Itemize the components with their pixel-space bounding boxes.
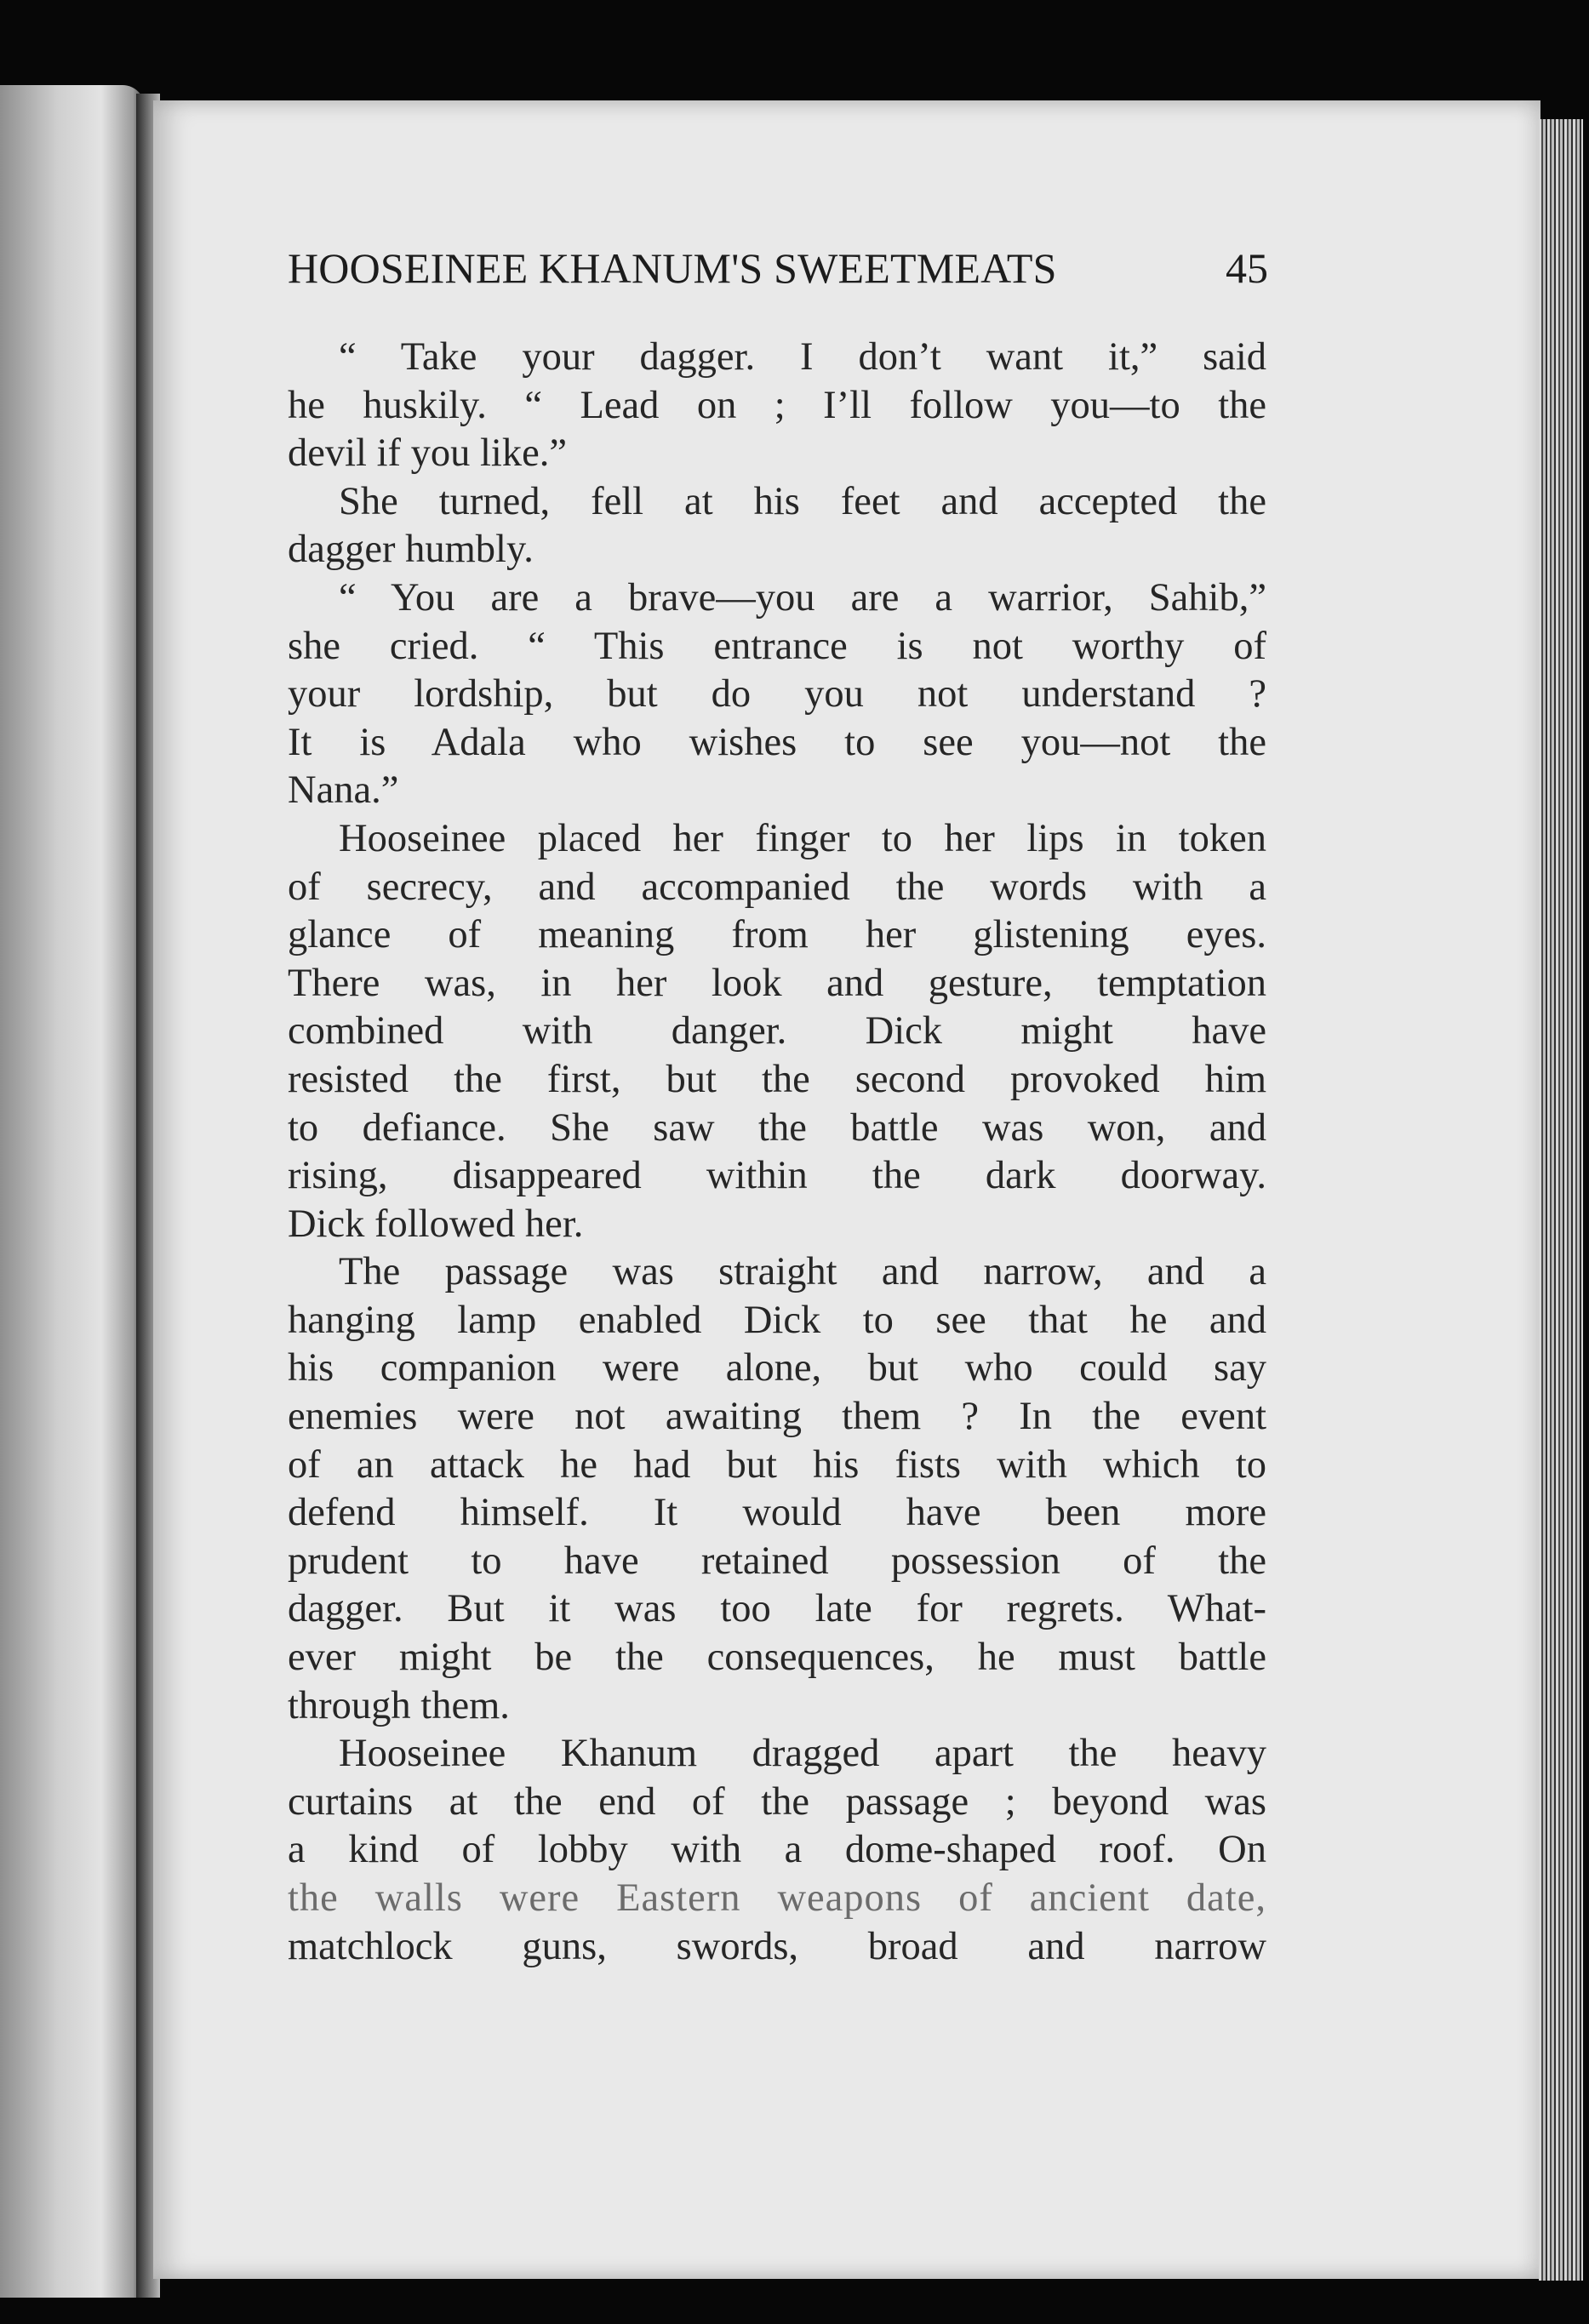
text-line: The passage was straight and narrow, and a bbox=[339, 1250, 1266, 1294]
text-line: rising, disappeared within the dark doorway. bbox=[288, 1154, 1266, 1198]
text-line: his companion were alone, but who could say bbox=[288, 1346, 1266, 1390]
text-line: prudent to have retained possession of the bbox=[288, 1539, 1266, 1583]
text-line: Dick followed her. bbox=[288, 1202, 584, 1246]
text-line: glance of meaning from her glistening eyes. bbox=[288, 913, 1266, 957]
text-line: the walls were Eastern weapons of ancient date, bbox=[288, 1876, 1266, 1920]
text-line: enemies were not awaiting them ? In the event bbox=[288, 1395, 1266, 1439]
text-line: curtains at the end of the passage ; beyond was bbox=[288, 1779, 1266, 1824]
text-line: of an attack he had but his fists with which to bbox=[288, 1442, 1266, 1487]
text-line: devil if you like.” bbox=[288, 431, 567, 476]
text-line: There was, in her look and gesture, temptation bbox=[288, 961, 1266, 1005]
text-line: Hooseinee placed her finger to her lips in token bbox=[339, 816, 1266, 860]
text-line: ever might be the consequences, he must battle bbox=[288, 1636, 1266, 1680]
page-edge-stack bbox=[1539, 119, 1583, 2281]
body-text bbox=[288, 334, 1266, 1971]
text-line: your lordship, but do you not understand ? bbox=[288, 672, 1266, 717]
text-line: he huskily. “ Lead on ; I’ll follow you—to the bbox=[288, 383, 1266, 427]
text-line: matchlock guns, swords, broad and narrow bbox=[288, 1924, 1266, 1968]
text-line: a kind of lobby with a dome-shaped roof. On bbox=[288, 1828, 1266, 1872]
text-line: Nana.” bbox=[288, 768, 399, 813]
text-line: to defiance. She saw the battle was won, and bbox=[288, 1105, 1266, 1150]
text-line: “ You are a brave—you are a warrior, Sahib,” bbox=[339, 575, 1266, 620]
text-line: “ Take your dagger. I don’t want it,” said bbox=[339, 335, 1266, 379]
running-head: HOOSEINEE KHANUM'S SWEETMEATS bbox=[288, 244, 1057, 292]
text-line: of secrecy, and accompanied the words with a bbox=[288, 865, 1266, 909]
text-line: defend himself. It would have been more bbox=[288, 1491, 1266, 1535]
text-line: she cried. “ This entrance is not worthy of bbox=[288, 624, 1266, 668]
text-line: through them. bbox=[288, 1683, 510, 1727]
facing-page-edge bbox=[0, 85, 145, 2298]
text-line: It is Adala who wishes to see you—not the bbox=[288, 720, 1266, 764]
text-line: hanging lamp enabled Dick to see that he and bbox=[288, 1298, 1266, 1342]
text-line: dagger. But it was too late for regrets. What- bbox=[288, 1587, 1266, 1631]
text-line: resisted the first, but the second provoked him bbox=[288, 1057, 1266, 1101]
text-line: dagger humbly. bbox=[288, 528, 534, 572]
text-line: Hooseinee Khanum dragged apart the heavy bbox=[339, 1732, 1266, 1776]
text-line: She turned, fell at his feet and accepted the bbox=[339, 479, 1266, 523]
text-line: combined with danger. Dick might have bbox=[288, 1009, 1266, 1054]
page-number: 45 bbox=[1226, 244, 1268, 292]
